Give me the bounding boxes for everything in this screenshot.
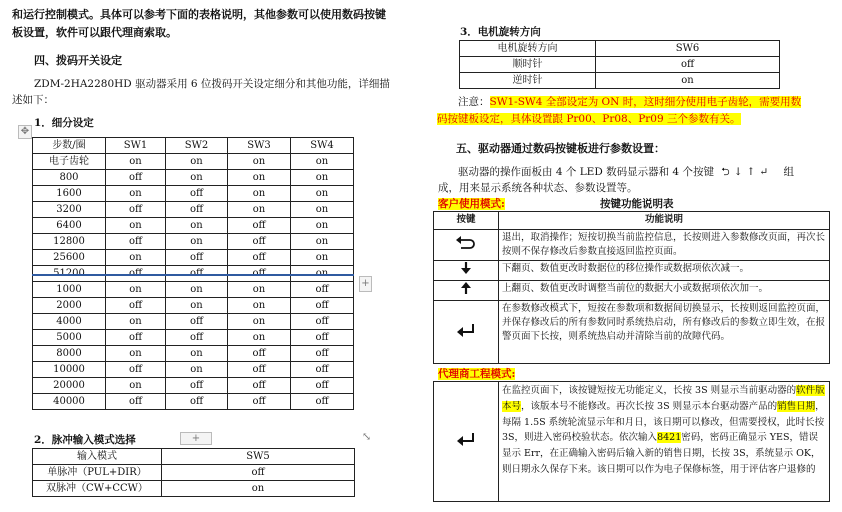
table-cell: off [106,298,166,314]
table-cell: 3200 [33,202,106,218]
table-cell: 8000 [33,346,106,362]
s5-text-b: 组 [783,166,794,178]
note-label: 注意： [458,96,490,108]
table-cell: 20000 [33,378,106,394]
table-cell: 1600 [33,186,106,202]
table-cell: on [106,314,166,330]
agent-mode-description [499,382,830,502]
table-cell: on [166,362,228,378]
subdivision-title: 1．细分设定 [34,117,94,129]
table-row-divider [32,274,354,276]
table-cell: on [291,154,354,170]
table-row [33,330,354,346]
table-cell: on [106,282,166,298]
pulse-mode-table [32,448,355,497]
table-cell: off [106,394,166,410]
agent-mode-text: 代理商工程模式: [438,368,516,380]
key-table-header [434,212,830,230]
table-cell: off [228,378,291,394]
table-cell: off [291,394,354,410]
table-cell: on [228,330,291,346]
table-row [33,282,354,298]
table-cell: on [166,170,228,186]
table-cell: off [228,250,291,266]
agent-text-3: ，该版本号不能修改。再次长按 3S 则显示本台驱动器产品的 [521,400,778,412]
subdivision-table-header [33,138,354,154]
table-cell: off [291,378,354,394]
key-table-title: 按键功能说明表 [600,198,674,210]
note-text-2: 码按键板设定，具体设置跟 Pr00、Pr08、Pr09 三个参数有关。 [437,113,741,125]
table-cell: off [106,202,166,218]
table-row [33,394,354,410]
table-cell: on [228,314,291,330]
table-cell: 6400 [33,218,106,234]
table-header-cell: 功能说明 [499,212,830,230]
table-cell: 2000 [33,298,106,314]
direction-table-header [460,41,780,57]
table-cell: 40000 [33,394,106,410]
up-arrow-icon [434,281,499,301]
table-cell: off [166,378,228,394]
direction-title: 3．电机旋转方向 [460,26,541,38]
table-row [33,186,354,202]
password-highlight: 8421 [657,432,682,444]
agent-text-1: 在监控页面下，该按键短按无功能定义，长按 3S 则显示当前驱动器的 [502,385,797,396]
table-cell: on [291,202,354,218]
table-cell: on [106,250,166,266]
add-row-plus-icon[interactable]: + [180,432,212,445]
table-header-cell: 步数/圈 [33,138,106,154]
note-text-1: SW1-SW4 全部设定为 ON 时，这时细分使用电子齿轮，需要用数 [489,96,802,108]
table-cell: on [291,170,354,186]
table-cell: on [228,202,291,218]
table-cell: on [166,298,228,314]
table-cell: off [166,394,228,410]
table-cell: 单脉冲（PUL+DIR） [33,465,162,481]
table-cell: off [291,314,354,330]
table-cell: on [291,186,354,202]
enter-icon [434,382,499,502]
table-cell: on [106,378,166,394]
table-cell: on [166,218,228,234]
table-cell: off [228,362,291,378]
table-header-cell: SW3 [228,138,291,154]
table-cell: off [596,57,780,73]
table-cell: off [166,202,228,218]
table-cell: 5000 [33,330,106,346]
agent-text-5: ，每隔 1.5S 系统轮流显示年和月日，该日期可以修改，但需要授权，此时长按 3S，则进入密码校验状态。依次输入 [502,400,825,444]
table-cell: off [166,186,228,202]
table-cell: off [106,330,166,346]
add-column-plus-icon[interactable]: + [359,276,372,292]
table-cell: off [106,170,166,186]
table-cell: off [228,218,291,234]
table-header-cell: SW4 [291,138,354,154]
table-header-cell: 电机旋转方向 [460,41,596,57]
table-cell: on [228,186,291,202]
s5-text-a: 驱动器的操作面板由 4 个 LED 数码显示器和 4 个按键 [458,166,714,178]
section-4-paragraph-line-1: ZDM-2HA2280HD 驱动器采用 6 位拨码开关设定细分和其他功能，详细描 [34,78,390,90]
table-row [33,378,354,394]
table-row [33,250,354,266]
down-arrow-icon: ↓ [733,166,747,178]
return-arrow-icon [434,230,499,261]
table-cell: on [166,346,228,362]
table-cell: on [228,154,291,170]
up-arrow-icon: ↑ [746,166,760,178]
intro-line-1: 和运行控制模式。具体可以参考下面的表格说明，其他参数可以使用数码按键 [12,8,386,21]
table-cell: on [291,218,354,234]
sale-date-highlight: 销售日期 [777,400,816,412]
table-cell: off [106,234,166,250]
pulse-table-header [33,449,355,465]
customer-mode-label [438,196,505,211]
table-row [460,57,780,73]
return-arrow-icon: ⮌ [721,166,734,178]
key-function-table [433,211,830,364]
table-cell: 10000 [33,362,106,378]
table-row [33,465,355,481]
table-cell: on [291,234,354,250]
table-row [33,346,354,362]
table-row [434,281,830,301]
table-cell: off [291,282,354,298]
table-row [460,73,780,89]
enter-icon: ↵ [759,166,773,178]
section-5-title: 五、驱动器通过数码按键板进行参数设置： [456,142,665,155]
table-cell: 双脉冲（CW+CCW） [33,481,162,497]
table-cell: 800 [33,170,106,186]
table-cell: on [106,346,166,362]
section-5-paragraph-line-2: 成，用来显示系统各种状态、参数设置等。 [438,182,638,194]
pulse-mode-title: 2．脉冲输入模式选择 [34,434,136,446]
table-cell: off [228,346,291,362]
table-cell: on [166,282,228,298]
table-cell: on [106,218,166,234]
table-row [434,261,830,281]
table-cell: off [106,362,166,378]
agent-text-7: 密码，密码正确显示 YES，错误显示 Err，在正确输入密码后输入新的销售日期，长按 3S，系统显示 OK，则日期永久保存下来。该日期可以作为电子保修标签，用于评估客户退修的 [502,432,821,475]
key-description: 在参数修改模式下，短按在参数项和数据间切换显示，长按则返回监控页面，并保存修改后的所有参数同时系统热启动，所有修改后的参数立即生效，在报警页面下长按，则系统热启动并清除当前的故障代码。 [499,301,830,364]
table-cell: off [291,346,354,362]
table-cell: 1000 [33,282,106,298]
table-cell: off [166,314,228,330]
table-row [434,230,830,261]
section-4-title: 四、拨码开关设定 [34,54,122,67]
table-header-cell: SW1 [106,138,166,154]
table-cell: on [228,282,291,298]
table-cell: off [228,394,291,410]
table-header-cell: SW5 [162,449,355,465]
key-description: 上翻页、数值更改时调整当前位的数据大小或数据项依次加一。 [499,281,830,301]
table-cell: on [106,154,166,170]
table-row [33,170,354,186]
table-cell: on [162,481,355,497]
note-line-2 [437,111,741,126]
table-row [33,234,354,250]
agent-mode-table [433,381,830,502]
table-cell: 电子齿轮 [33,154,106,170]
table-cell: on [166,154,228,170]
key-description: 下翻页、数值更改时数据位的移位操作或数据项依次减一。 [499,261,830,281]
table-row [33,314,354,330]
table-cell: off [166,250,228,266]
table-cell: off [228,234,291,250]
table-cell: on [228,298,291,314]
table-row [434,301,830,364]
table-row [33,202,354,218]
table-cell: on [106,186,166,202]
customer-mode-text: 客户使用模式: [438,198,505,210]
note-line-1 [458,94,801,109]
table-row [33,154,354,170]
table-cell: 4000 [33,314,106,330]
table-cell: on [596,73,780,89]
table-row [434,382,830,502]
table-cell: off [162,465,355,481]
table-cell: off [291,362,354,378]
panel-key-icons [721,166,779,178]
table-header-cell: 输入模式 [33,449,162,465]
table-row [33,218,354,234]
table-header-cell: 按键 [434,212,499,230]
table-cell: 12800 [33,234,106,250]
down-arrow-icon [434,261,499,281]
agent-mode-label [438,366,515,381]
table-cell: on [291,250,354,266]
table-header-cell: SW6 [596,41,780,57]
section-4-paragraph-line-2: 述如下： [12,94,54,106]
software-version-highlight: 软件版本号 [502,385,825,412]
table-row [33,481,355,497]
enter-icon [434,301,499,364]
table-cell: on [228,170,291,186]
table-cell: 顺时针 [460,57,596,73]
table-cell: off [166,330,228,346]
resize-handle-icon[interactable]: ⤡ [362,430,372,443]
table-row [33,298,354,314]
table-move-handle-icon[interactable]: ✥ [18,125,32,139]
key-description: 退出，取消操作；短按切换当前监控信息，长按则进入参数修改页面，再次长按则不保存修改后参数直接返回监控页面。 [499,230,830,261]
table-cell: off [291,298,354,314]
table-cell: off [291,330,354,346]
table-row [33,362,354,378]
table-cell: on [166,234,228,250]
table-cell: 逆时针 [460,73,596,89]
intro-line-2: 板设置，软件可以跟代理商索取。 [12,26,177,39]
direction-table [459,40,780,89]
table-header-cell: SW2 [166,138,228,154]
table-cell: 25600 [33,250,106,266]
